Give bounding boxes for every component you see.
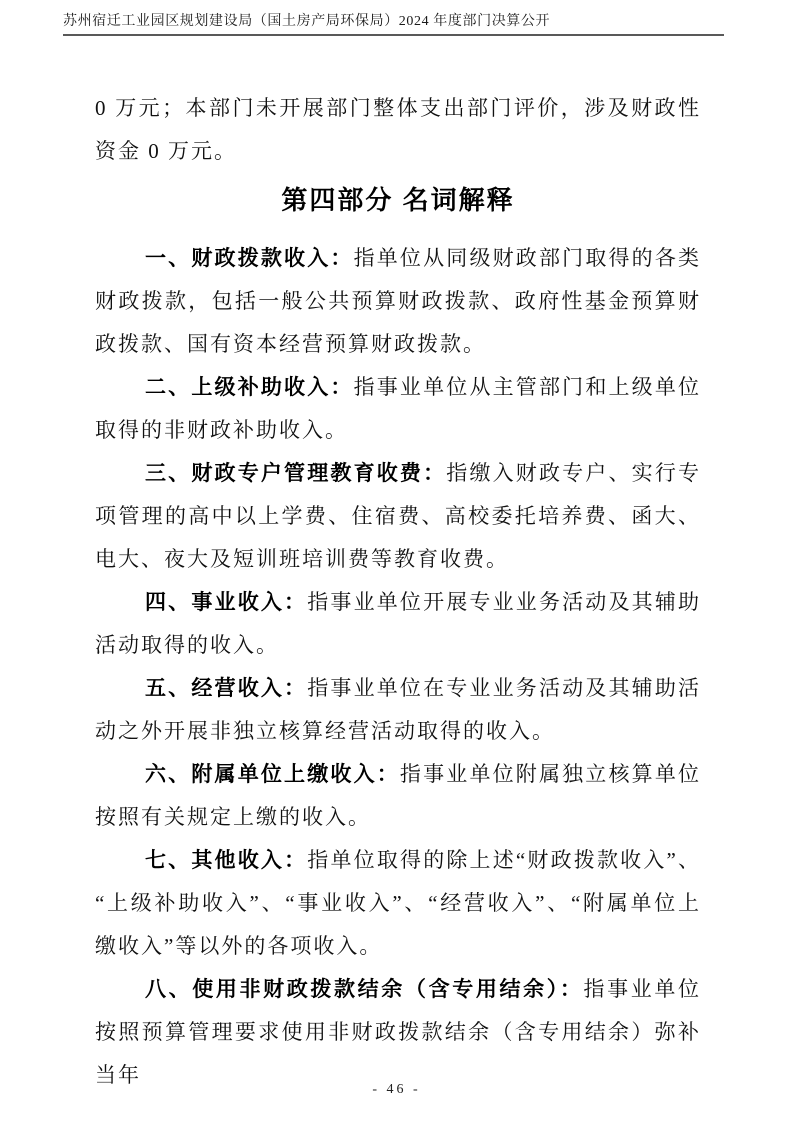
page-footer [0, 1080, 793, 1098]
term-text-8: 指事业单位按照预算管理要求使用非财政拨款结余（含专用结余）弥补当年 [95, 977, 702, 1087]
term-text-1: 指单位从同级财政部门取得的各类财政拨款，包括一般公共预算财政拨款、政府性基金预算财政拨款、国有资本经营预算财政拨款。 [95, 246, 702, 356]
term-lead-4: 四、事业收入： [145, 591, 308, 614]
header-rule [63, 34, 724, 36]
term-paragraph-1 [95, 237, 701, 366]
term-lead-1: 一、财政拨款收入： [145, 247, 354, 270]
term-lead-6: 六、附属单位上缴收入： [145, 763, 400, 786]
term-lead-7: 七、其他收入： [145, 849, 308, 872]
page-number: - 46 - [372, 1082, 421, 1097]
term-lead-3: 三、财政专户管理教育收费： [145, 462, 447, 485]
term-text-6: 指事业单位附属独立核算单位按照有关规定上缴的收入。 [95, 762, 702, 829]
page-header [63, 13, 724, 36]
term-lead-2: 二、上级补助收入： [145, 376, 354, 399]
term-paragraph-7 [95, 839, 701, 968]
term-paragraph-3 [95, 452, 701, 581]
section-title: 第四部分 名词解释 [281, 185, 515, 215]
term-paragraph-2 [95, 366, 701, 452]
term-paragraph-5 [95, 667, 701, 753]
term-text-4: 指事业单位开展专业业务活动及其辅助活动取得的收入。 [95, 590, 701, 657]
term-text-3: 指缴入财政专户、实行专项管理的高中以上学费、住宿费、高校委托培养费、函大、电大、夜大及短训班培训费等教育收费。 [95, 461, 702, 571]
term-paragraph-8 [95, 968, 701, 1097]
term-lead-8: 八、使用非财政拨款结余（含专用结余）： [145, 978, 584, 1001]
term-text-7: 指单位取得的除上述“财政拨款收入”、“上级补助收入”、“事业收入”、“经营收入”、“附属单位上缴收入”等以外的各项收入。 [95, 848, 702, 958]
term-paragraph-4 [95, 581, 701, 667]
header-title: 苏州宿迁工业园区规划建设局（国土房产局环保局）2024 年度部门决算公开 [63, 14, 551, 29]
term-text-5: 指事业单位在专业业务活动及其辅助活动之外开展非独立核算经营活动取得的收入。 [95, 676, 701, 743]
intro-paragraph: 0 万元；本部门未开展部门整体支出部门评价，涉及财政性资金 0 万元。 [95, 96, 701, 163]
term-paragraph-6 [95, 753, 701, 839]
document-body [95, 87, 701, 1097]
term-lead-5: 五、经营收入： [145, 677, 308, 700]
term-text-2: 指事业单位从主管部门和上级单位取得的非财政补助收入。 [95, 375, 702, 442]
